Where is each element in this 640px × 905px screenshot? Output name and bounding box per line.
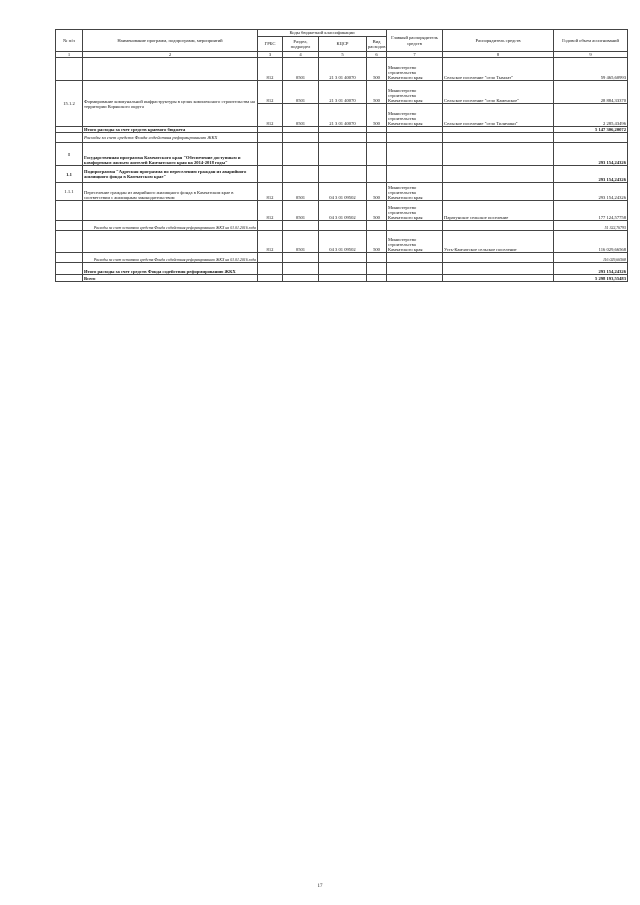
kcsr-cell: 04 3 01 09502 xyxy=(319,231,367,253)
table-row xyxy=(56,253,628,263)
row-name-cell: Итого расходы за счет средств Фонда содействия реформированию ЖКХ xyxy=(83,263,258,275)
kcsr-cell: 21 3 01 40070 xyxy=(319,58,367,81)
total-volume-cell: 5 298 193,55483 xyxy=(554,275,628,282)
recipient-cell: Сельское поселение "село Тымлат" xyxy=(443,58,554,81)
table-row xyxy=(56,263,628,275)
recipient-cell: Паратунское сельское поселение xyxy=(443,201,554,221)
table-row xyxy=(56,58,628,81)
grbs-cell: 812 xyxy=(258,231,283,253)
table-row xyxy=(56,133,628,143)
row-num-cell xyxy=(56,221,83,231)
row-name-cell xyxy=(83,201,258,221)
col-number: 9 xyxy=(554,52,628,58)
col-number: 4 xyxy=(283,52,319,58)
table-row xyxy=(56,231,628,253)
volume-cell: 293 154,24326 xyxy=(554,263,628,275)
razdel-cell: 0501 xyxy=(283,231,319,253)
vid-cell: 500 xyxy=(367,183,387,201)
row-name-cell: Подпрограмма "Адресная программа по переселению граждан из аварийного жилищного фонда в Камчатском крае" xyxy=(83,166,258,183)
row-num-cell xyxy=(56,263,83,275)
recipient-cell: Усть-Камчатское сельское поселение xyxy=(443,231,554,253)
razdel-cell: 0501 xyxy=(283,104,319,127)
volume-cell: 116 029,66568 xyxy=(554,231,628,253)
row-num-cell xyxy=(56,231,83,253)
note-cell: Расходы за счет остатков средств Фонда содействия реформированию ЖКХ на 01.01.2016 года xyxy=(83,221,258,231)
glavny-cell: Министерство строительства Камчатского края xyxy=(387,81,443,104)
table-row xyxy=(56,166,628,183)
grbs-cell: 812 xyxy=(258,201,283,221)
volume-cell: 51 322,76795 xyxy=(554,221,628,231)
glavny-cell: Министерство строительства Камчатского края xyxy=(387,58,443,81)
table-row xyxy=(56,183,628,201)
row-num-cell: I xyxy=(56,143,83,166)
total-label-cell: Всего xyxy=(83,275,258,282)
grbs-cell: 812 xyxy=(258,81,283,104)
header-glavny: Главный распорядитель средств xyxy=(387,30,443,52)
grbs-cell: 812 xyxy=(258,58,283,81)
vid-cell: 500 xyxy=(367,81,387,104)
table-row xyxy=(56,201,628,221)
volume-cell: 5 147 306,20072 xyxy=(554,127,628,133)
header-razdel: Раздел, подраздел xyxy=(283,37,319,52)
glavny-cell: Министерство строительства Камчатского края xyxy=(387,183,443,201)
header-volume: Годовой объем ассигнований xyxy=(554,30,628,52)
col-number: 5 xyxy=(319,52,367,58)
vid-cell: 500 xyxy=(367,201,387,221)
recipient-cell: Сельское поселение "село Тиличики" xyxy=(443,104,554,127)
row-num-cell xyxy=(56,201,83,221)
row-name-cell xyxy=(83,231,258,253)
col-number: 8 xyxy=(443,52,554,58)
row-name-cell xyxy=(83,58,258,81)
razdel-cell: 0501 xyxy=(283,81,319,104)
razdel-cell: 0501 xyxy=(283,58,319,81)
volume-cell: 2 285,43496 xyxy=(554,104,628,127)
table-row xyxy=(56,275,628,282)
vid-cell: 500 xyxy=(367,58,387,81)
glavny-cell: Министерство строительства Камчатского края xyxy=(387,201,443,221)
volume-cell: 59 465,60993 xyxy=(554,58,628,81)
col-number: 7 xyxy=(387,52,443,58)
grbs-cell: 812 xyxy=(258,183,283,201)
page-number: 17 xyxy=(317,884,323,889)
row-num-cell: 1.1.1 xyxy=(56,183,83,201)
table-row xyxy=(56,81,628,104)
row-num-cell xyxy=(56,253,83,263)
volume-cell: 116 029,66568 xyxy=(554,253,628,263)
volume-cell: 293 154,24326 xyxy=(554,183,628,201)
header-grbs: ГРБС xyxy=(258,37,283,52)
recipient-cell xyxy=(443,183,554,201)
row-name-cell: Переселение граждан из аварийного жилищного фонда в Камчатском крае в соответствии с жилищным законодательством xyxy=(83,183,258,201)
section-title-cell: Расходы за счет средств Фонда содействия реформированию ЖКХ xyxy=(83,133,258,143)
col-number: 2 xyxy=(83,52,258,58)
table-row xyxy=(56,221,628,231)
grbs-cell: 812 xyxy=(258,104,283,127)
volume-cell: 293 154,24326 xyxy=(554,166,628,183)
volume-cell: 177 124,57758 xyxy=(554,201,628,221)
recipient-cell: Сельское поселение "село Каменское" xyxy=(443,81,554,104)
row-name-cell: Формирование коммунальной инфраструктуры в целях комплексного строительства на территории Корякского округа xyxy=(83,81,258,127)
vid-cell: 500 xyxy=(367,231,387,253)
glavny-cell: Министерство строительства Камчатского края xyxy=(387,104,443,127)
note-cell: Расходы за счет остатков средств Фонда содействия реформированию ЖКХ на 01.01.2016 года xyxy=(83,253,258,263)
row-num-cell xyxy=(56,275,83,282)
header-name: Наименование программ, подпрограмм, мероприятий xyxy=(83,30,258,52)
row-num-cell: 1.1 xyxy=(56,166,83,183)
row-num-cell xyxy=(56,58,83,81)
kcsr-cell: 21 3 01 40070 xyxy=(319,81,367,104)
row-name-cell: Государственная программа Камчатского края "Обеспечение доступным и комфортным жильем жителей Камчатского края на 2014-2018 годы" xyxy=(83,143,258,166)
kcsr-cell: 21 3 01 40070 xyxy=(319,104,367,127)
header-num: № п/п xyxy=(56,30,83,52)
header-codes-group: Коды бюджетной классификации xyxy=(258,30,387,37)
kcsr-cell: 04 3 01 09502 xyxy=(319,183,367,201)
volume-cell: 293 154,24326 xyxy=(554,143,628,166)
header-vid: Вид расходов xyxy=(367,37,387,52)
row-name-cell: Итого расходы за счет средств краевого бюджета xyxy=(83,127,258,133)
vid-cell: 500 xyxy=(367,104,387,127)
budget-table xyxy=(55,29,628,282)
col-number: 3 xyxy=(258,52,283,58)
volume-cell: 28 884,33370 xyxy=(554,81,628,104)
razdel-cell: 0501 xyxy=(283,201,319,221)
table-row xyxy=(56,143,628,166)
razdel-cell: 0501 xyxy=(283,183,319,201)
row-num-cell xyxy=(56,133,83,143)
glavny-cell: Министерство строительства Камчатского края xyxy=(387,231,443,253)
header-kcsr: КЦСР xyxy=(319,37,367,52)
col-number: 6 xyxy=(367,52,387,58)
row-num-cell: 15.1.2 xyxy=(56,81,83,127)
kcsr-cell: 04 3 01 09502 xyxy=(319,201,367,221)
col-number: 1 xyxy=(56,52,83,58)
header-recipient: Распорядитель средств xyxy=(443,30,554,52)
